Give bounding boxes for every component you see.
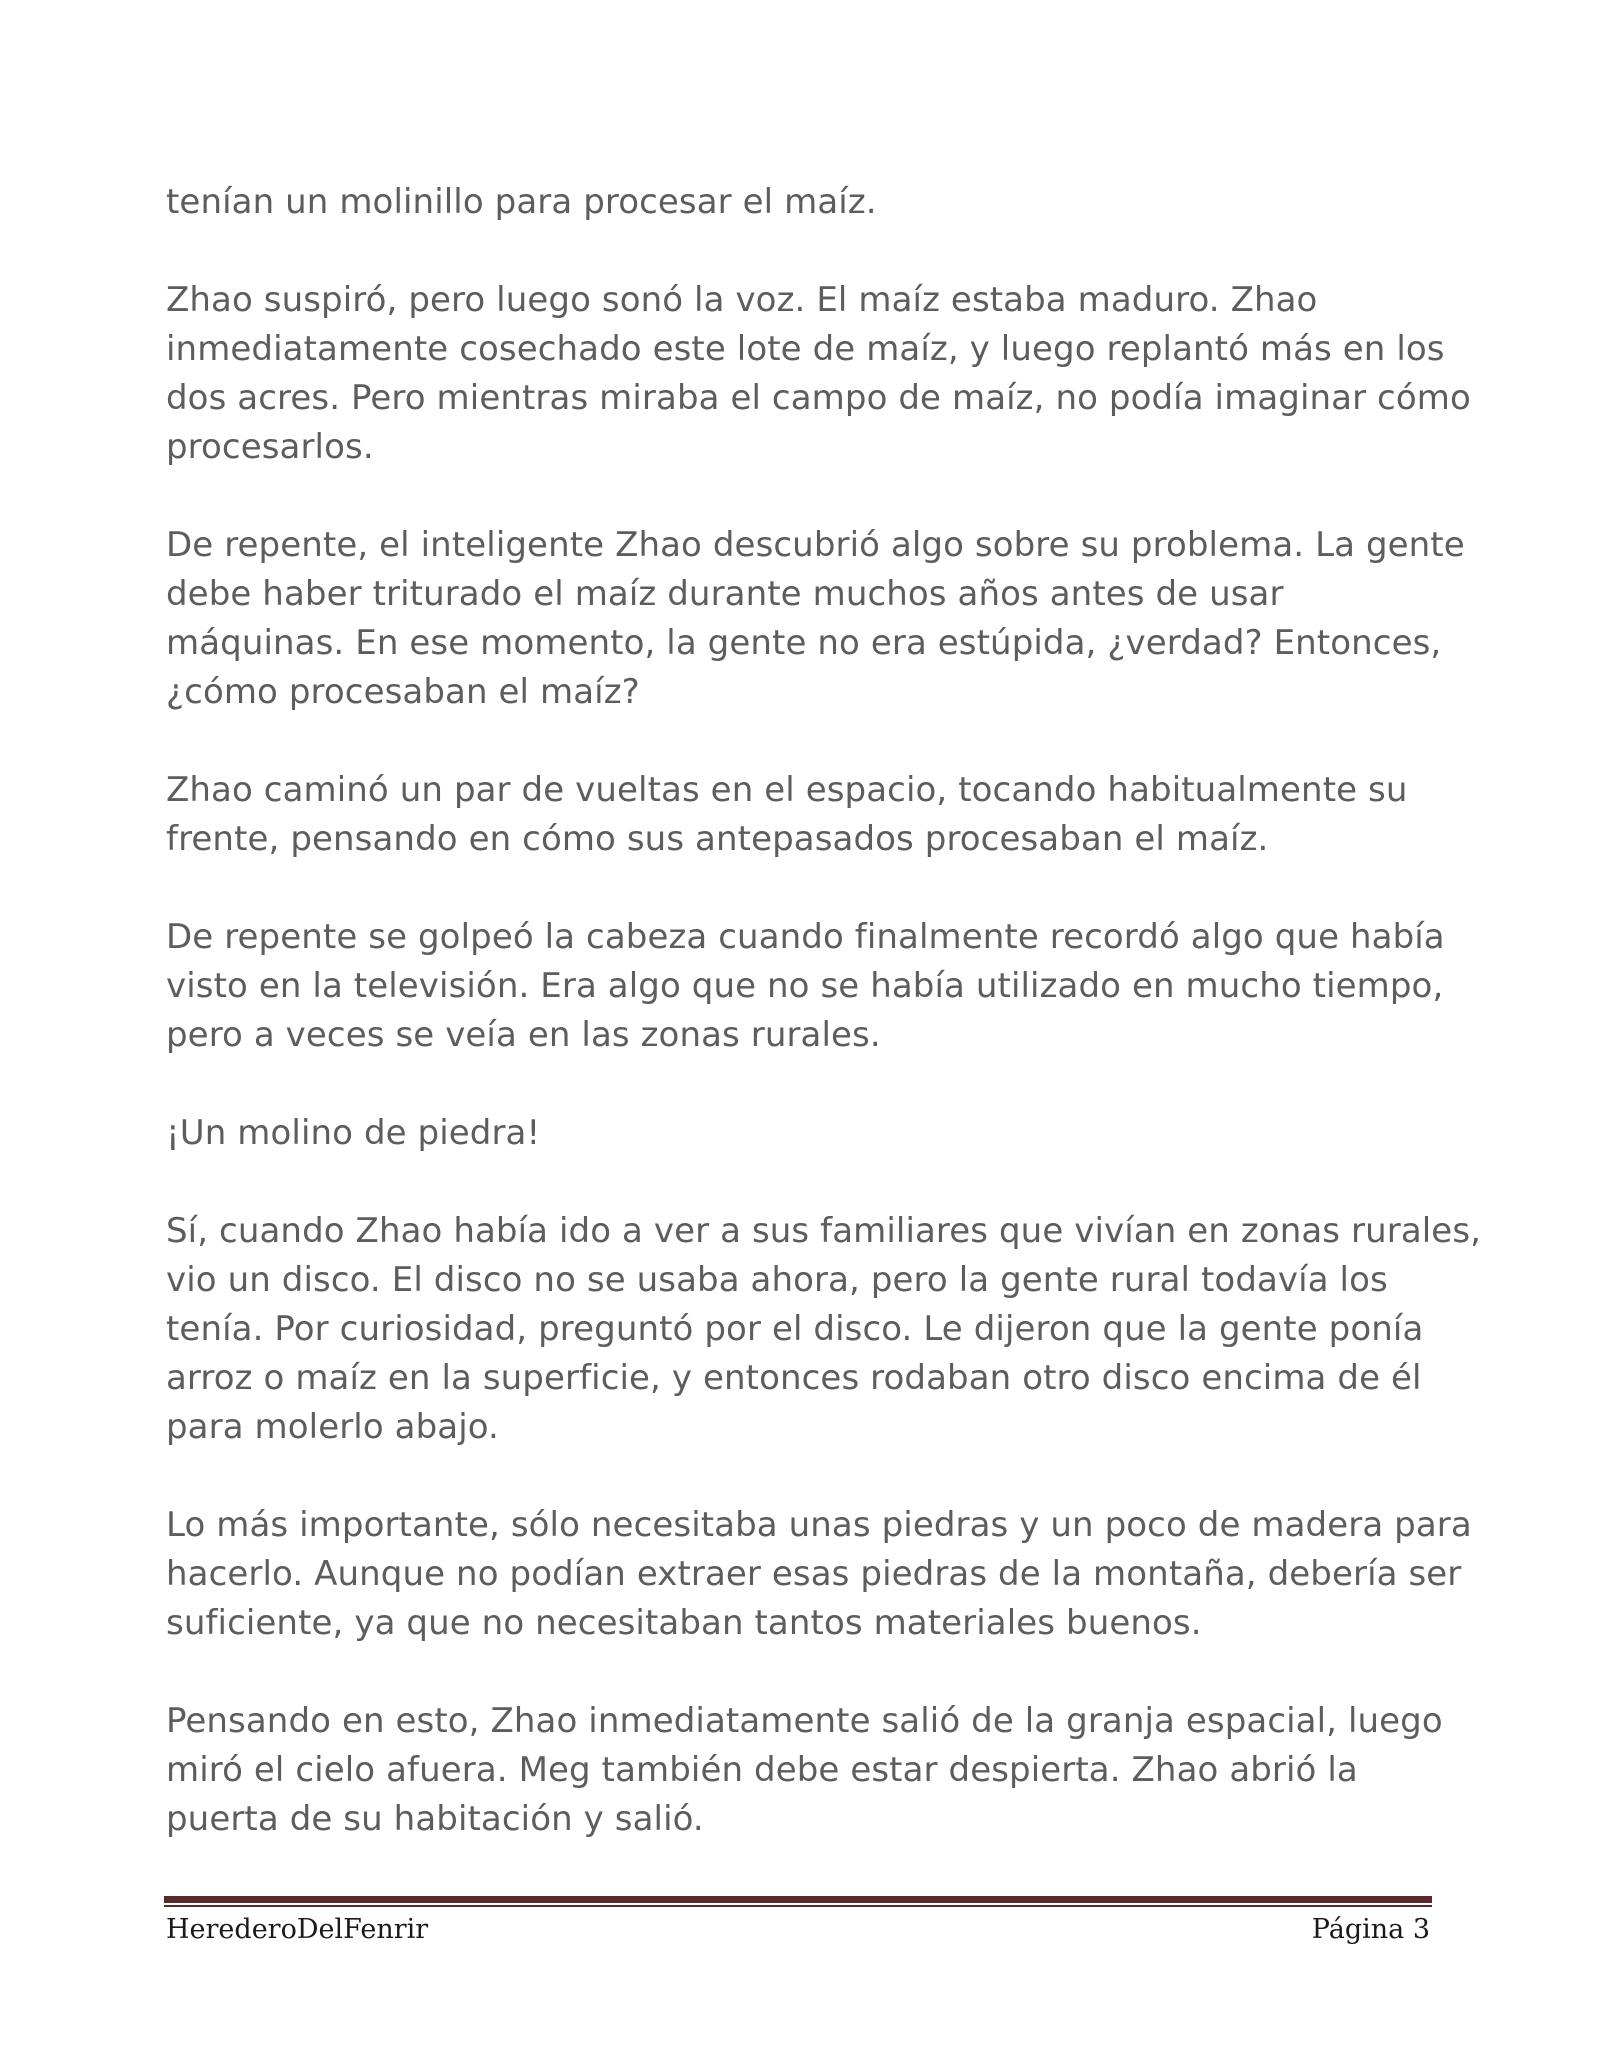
paragraph-line: hacerlo. Aunque no podían extraer esas piedras de la montaña, debería ser [166, 1554, 1462, 1594]
paragraph-line: Pensando en esto, Zhao inmediatamente salió de la granja espacial, luego [166, 1701, 1443, 1741]
body-text [166, 178, 1482, 1893]
paragraph [166, 521, 1465, 717]
paragraph [166, 913, 1445, 1060]
footer-rule [164, 1896, 1432, 1908]
paragraph-line: para molerlo abajo. [166, 1407, 499, 1447]
footer-author: HerederoDelFenrir [166, 1914, 429, 1945]
footer-rule-thin [164, 1905, 1432, 1907]
paragraph-line: Zhao caminó un par de vueltas en el espacio, tocando habitualmente su [166, 770, 1408, 810]
paragraph-line: Zhao suspiró, pero luego sonó la voz. El maíz estaba maduro. Zhao [166, 280, 1318, 320]
paragraph-line: De repente se golpeó la cabeza cuando finalmente recordó algo que había [166, 917, 1445, 957]
paragraph-line: máquinas. En ese momento, la gente no era estúpida, ¿verdad? Entonces, [166, 623, 1442, 663]
paragraph-line: ¿cómo procesaban el maíz? [166, 672, 640, 712]
paragraph-line: frente, pensando en cómo sus antepasados procesaban el maíz. [166, 819, 1269, 859]
paragraph [166, 1207, 1482, 1452]
paragraph-line: Lo más importante, sólo necesitaba unas piedras y un poco de madera para [166, 1505, 1472, 1545]
paragraph-line: vio un disco. El disco no se usaba ahora, pero la gente rural todavía los [166, 1260, 1388, 1300]
paragraph-line: tenía. Por curiosidad, preguntó por el disco. Le dijeron que la gente ponía [166, 1309, 1424, 1349]
paragraph-line: arroz o maíz en la superficie, y entonces rodaban otro disco encima de él [166, 1358, 1422, 1398]
paragraph-line: visto en la televisión. Era algo que no se había utilizado en mucho tiempo, [166, 966, 1444, 1006]
paragraph-line: procesarlos. [166, 427, 374, 467]
paragraph [166, 1501, 1472, 1648]
paragraph-line: ¡Un molino de piedra! [166, 1113, 541, 1153]
paragraph-line: inmediatamente cosechado este lote de maíz, y luego replantó más en los [166, 329, 1445, 369]
paragraph-line: pero a veces se veía en las zonas rurales. [166, 1015, 881, 1055]
footer-rule-thick [164, 1896, 1432, 1903]
paragraph [166, 276, 1471, 472]
paragraph-line: De repente, el inteligente Zhao descubrió algo sobre su problema. La gente [166, 525, 1465, 565]
paragraph [166, 1697, 1443, 1844]
paragraph [166, 178, 1436, 227]
paragraph-line: debe haber triturado el maíz durante muchos años antes de usar [166, 574, 1284, 614]
paragraph [166, 1109, 1436, 1158]
paragraph-line: tenían un molinillo para procesar el maíz. [166, 182, 877, 222]
footer-page-number: Página 3 [1311, 1914, 1430, 1945]
paragraph-line: suficiente, ya que no necesitaban tantos materiales buenos. [166, 1603, 1202, 1643]
paragraph-line: miró el cielo afuera. Meg también debe estar despierta. Zhao abrió la [166, 1750, 1358, 1790]
paragraph-line: puerta de su habitación y salió. [166, 1799, 704, 1839]
paragraph [166, 766, 1436, 864]
paragraph-line: dos acres. Pero mientras miraba el campo de maíz, no podía imaginar cómo [166, 378, 1471, 418]
paragraph-line: Sí, cuando Zhao había ido a ver a sus familiares que vivían en zonas rurales, [166, 1211, 1482, 1251]
